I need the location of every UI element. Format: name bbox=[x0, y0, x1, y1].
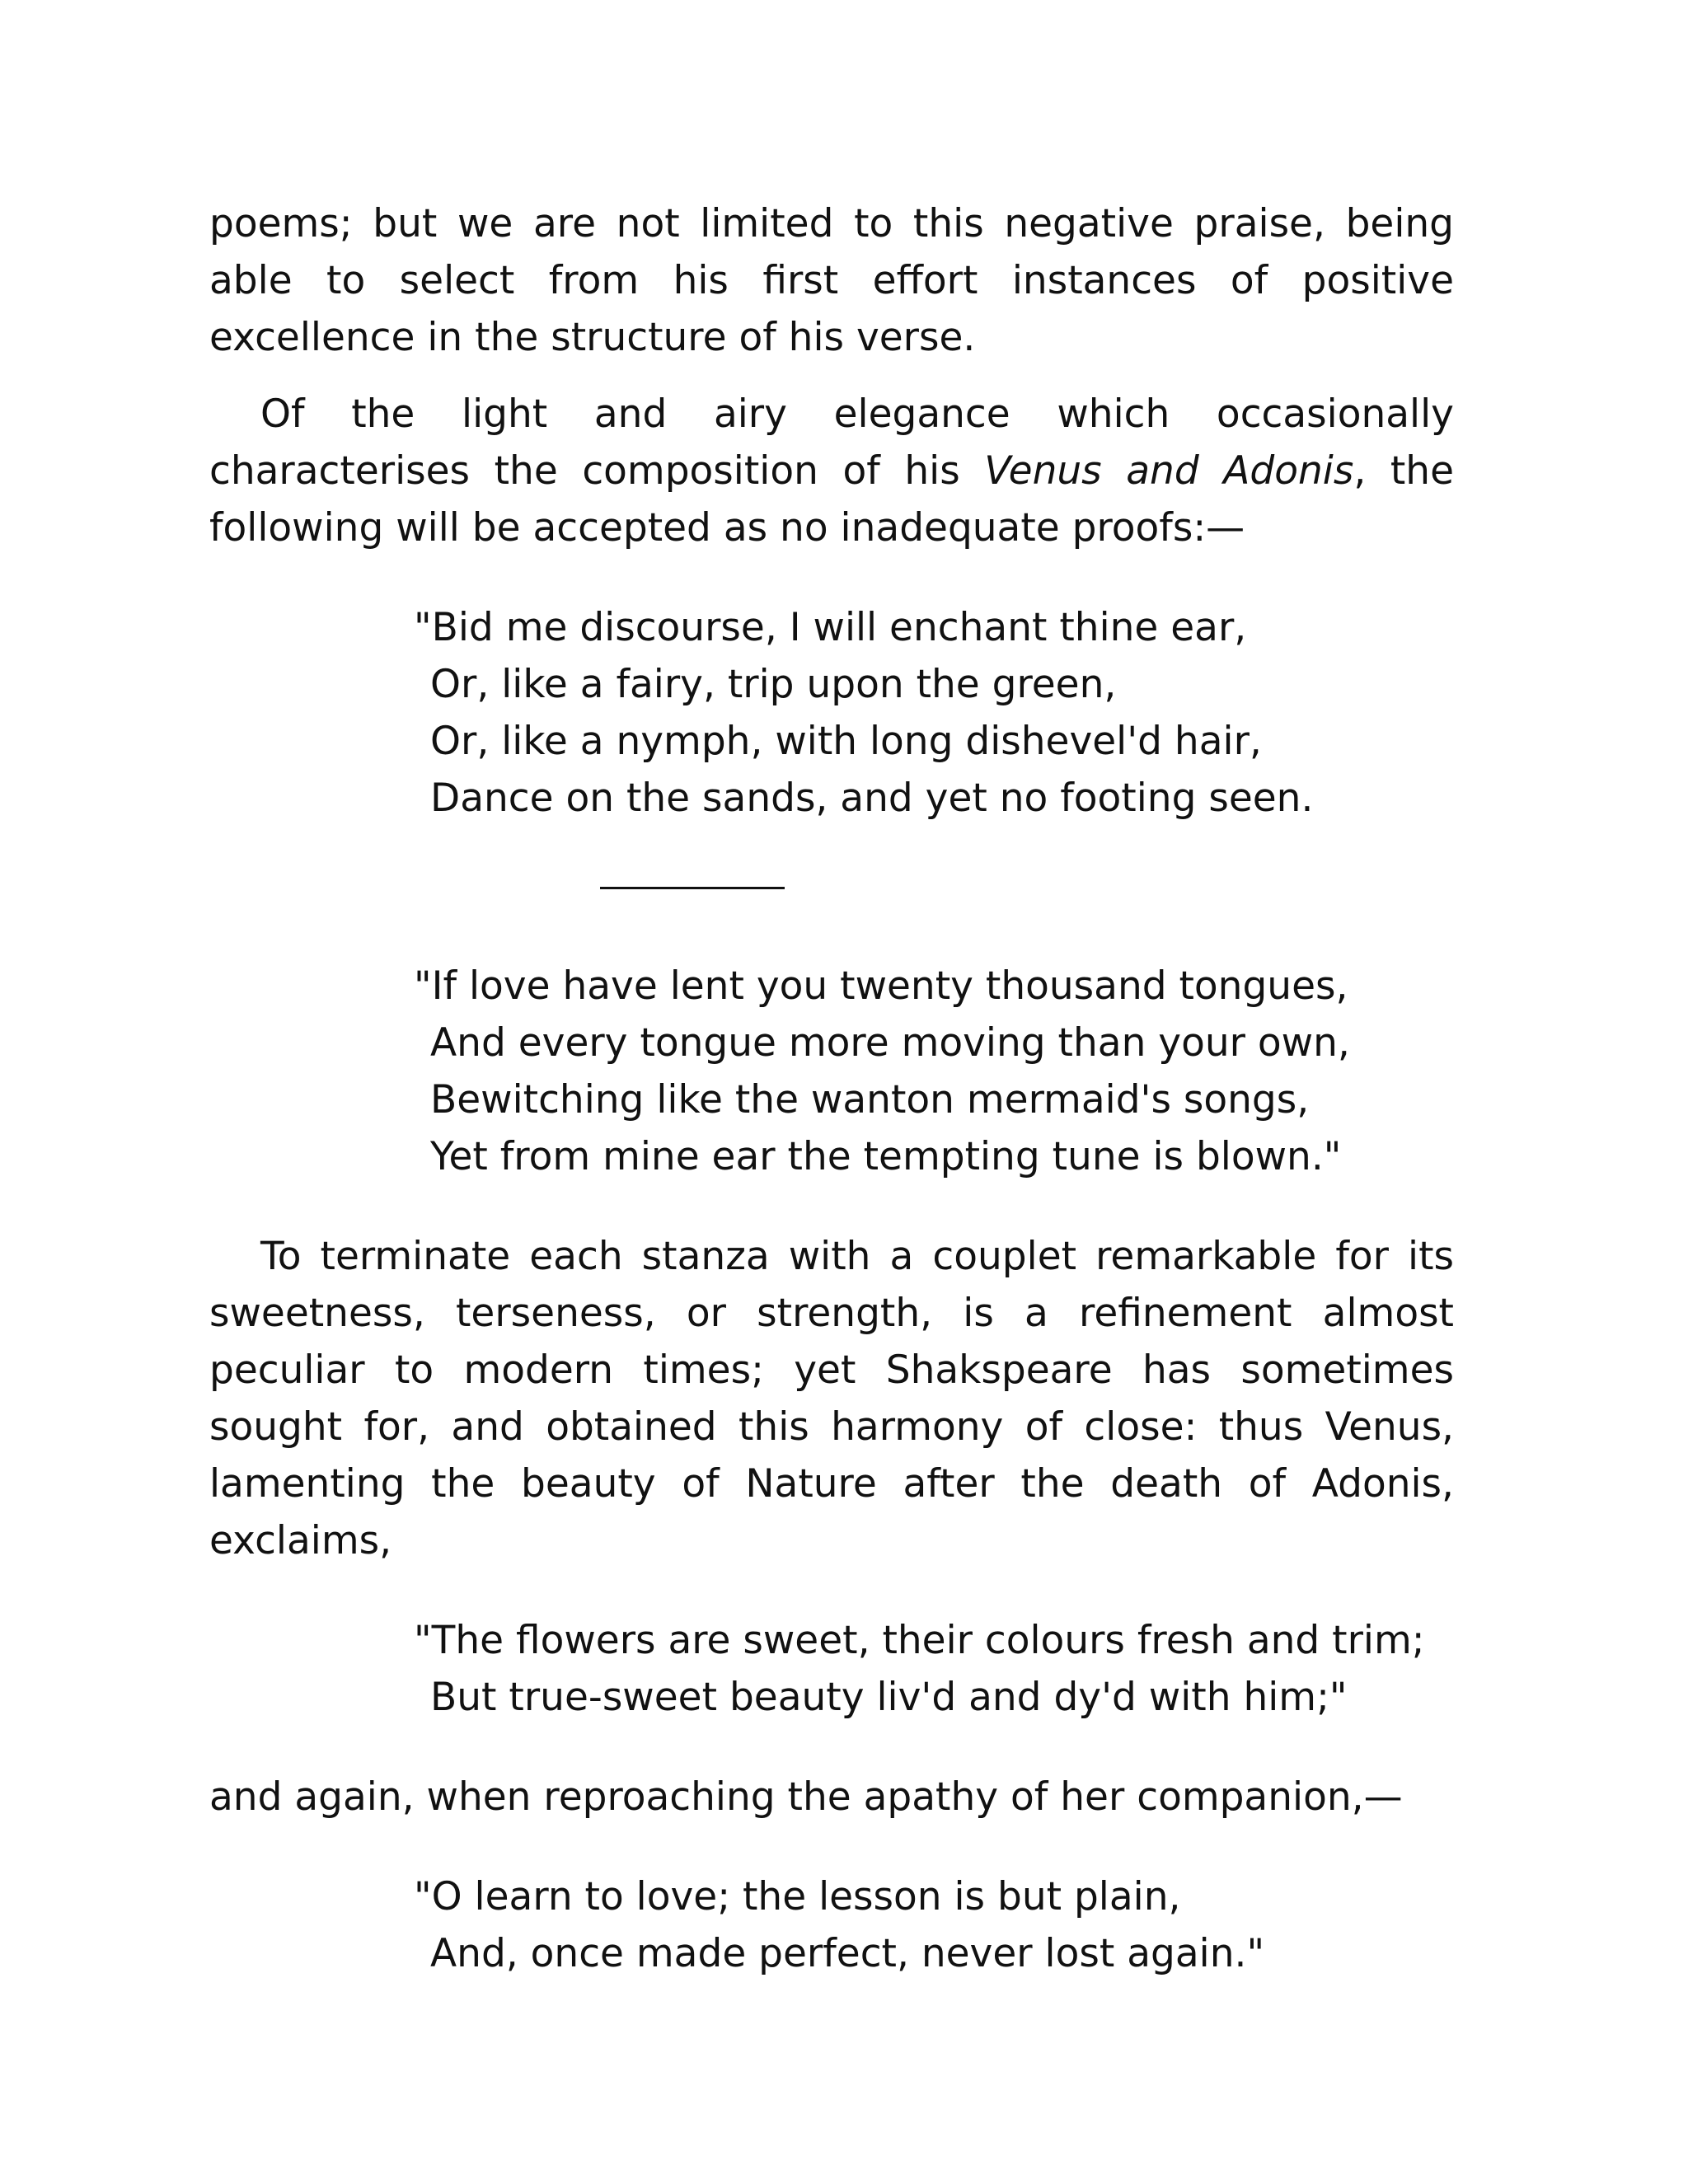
verse-line: Or, like a nymph, with long dishevel'd hair, bbox=[430, 719, 1262, 764]
paragraph-poems-praise: poems; but we are not limited to this negative praise, being able to select from his first effort instances of positive excellence in the structure of his verse. bbox=[209, 201, 1454, 360]
verse-line: "Bid me discourse, I will enchant thine ear, bbox=[414, 605, 1247, 650]
verse-line: And, once made perfect, never lost again." bbox=[430, 1931, 1265, 1976]
verse-line: "The flowers are sweet, their colours fresh and trim; bbox=[414, 1618, 1425, 1663]
verse-line: And every tongue more moving than your own, bbox=[430, 1020, 1350, 1066]
verse-quote-flowers-are-sweet bbox=[209, 1612, 1454, 1726]
verse-line: Bewitching like the wanton mermaid's songs, bbox=[430, 1077, 1310, 1122]
paragraph-light-airy-elegance bbox=[209, 386, 1454, 556]
document-page bbox=[209, 195, 1454, 1982]
paragraph-and-again: and again, when reproaching the apathy of her companion,— bbox=[209, 1774, 1403, 1820]
work-title-venus-and-adonis: Venus and Adonis bbox=[984, 448, 1354, 494]
verse-line: Or, like a fairy, trip upon the green, bbox=[430, 662, 1117, 707]
verse-line: "O learn to love; the lesson is but plain, bbox=[414, 1874, 1181, 1919]
paragraph-terminate-each-stanza: To terminate each stanza with a couplet remarkable for its sweetness, terseness, or strength, is a refinement almost peculiar to modern times; yet Shakspeare has sometimes sought for, and obtained this harmony of close: thus Venus, lamenting the beauty of Nature after the death of Adonis, exclaims, bbox=[209, 1234, 1454, 1563]
verse-quote-bid-me-discourse bbox=[209, 599, 1454, 827]
verse-quote-if-love-have-lent bbox=[209, 958, 1454, 1185]
verse-quote-o-learn-to-love bbox=[209, 1868, 1454, 1982]
section-divider-rule bbox=[600, 887, 785, 889]
verse-line: But true-sweet beauty liv'd and dy'd with him;" bbox=[430, 1675, 1348, 1720]
verse-line: "If love have lent you twenty thousand tongues, bbox=[414, 963, 1348, 1009]
paragraph-text: , the following will be accepted as no inadequate proofs:— bbox=[209, 448, 1454, 551]
paragraph-text: Of the light and airy elegance which occasionally characterises the composition of his bbox=[209, 391, 1454, 494]
verse-line: Yet from mine ear the tempting tune is blown." bbox=[430, 1134, 1342, 1179]
verse-line: Dance on the sands, and yet no footing seen. bbox=[430, 776, 1314, 821]
